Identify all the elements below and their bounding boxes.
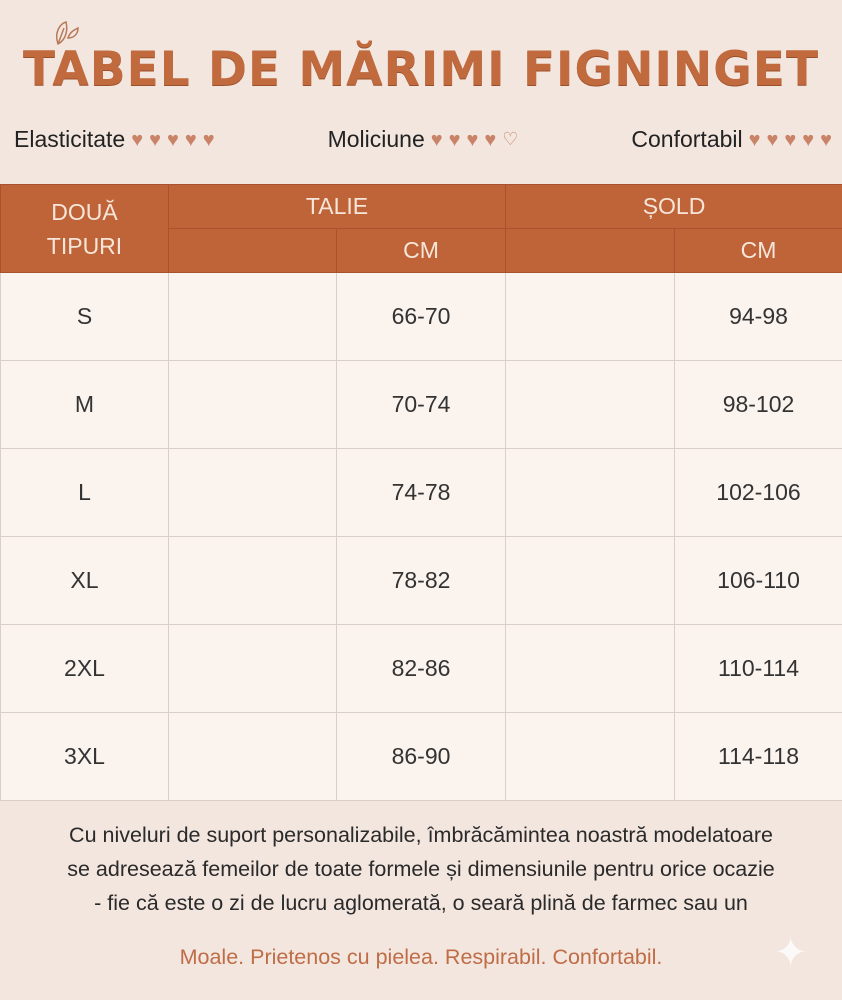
cell-empty: [506, 713, 675, 801]
cell-talie: 82-86: [337, 625, 506, 713]
cell-size: L: [1, 449, 169, 537]
cell-sold: 106-110: [675, 537, 842, 625]
rating-label: Elasticitate: [14, 126, 126, 152]
heart-filled-icon: ♥: [202, 128, 215, 151]
description-line: Cu niveluri de suport personalizabile, îmbrăcămintea noastră modelatoare: [69, 823, 773, 847]
talie-unit: CM: [337, 229, 506, 273]
rating-label: Moliciune: [327, 126, 425, 152]
cell-talie: 78-82: [337, 537, 506, 625]
heart-filled-icon: ♥: [448, 128, 461, 151]
cell-talie: 70-74: [337, 361, 506, 449]
cell-empty: [506, 625, 675, 713]
heart-filled-icon: ♥: [430, 128, 443, 151]
cell-sold: 98-102: [675, 361, 842, 449]
heart-filled-icon: ♥: [184, 128, 197, 151]
cell-sold: 94-98: [675, 273, 842, 361]
heart-filled-icon: ♥: [802, 128, 815, 151]
cell-sold: 114-118: [675, 713, 842, 801]
sold-header: ȘOLD: [506, 185, 842, 229]
cell-size: 2XL: [1, 625, 169, 713]
cell-size: M: [1, 361, 169, 449]
cell-empty: [506, 273, 675, 361]
cell-empty: [169, 273, 337, 361]
empty-header: [169, 229, 337, 273]
cell-empty: [169, 537, 337, 625]
cell-talie: 66-70: [337, 273, 506, 361]
rating-label: Confortabil: [631, 126, 743, 152]
table-row: [1, 713, 842, 801]
heart-filled-icon: ♥: [466, 128, 479, 151]
tagline: Moale. Prietenos cu pielea. Respirabil. Confortabil.: [179, 945, 663, 969]
sold-unit: CM: [675, 229, 842, 273]
description: [0, 818, 842, 920]
empty-header: [506, 229, 675, 273]
size-table: [0, 184, 842, 801]
cell-talie: 74-78: [337, 449, 506, 537]
page-title: TABEL DE MĂRIMI FIGNINGET: [22, 42, 820, 97]
heart-filled-icon: ♥: [784, 128, 797, 151]
cell-empty: [169, 361, 337, 449]
ratings: [14, 126, 832, 153]
cell-empty: [506, 449, 675, 537]
heart-filled-icon: ♥: [131, 128, 144, 151]
rating-elasticitate: [14, 126, 215, 153]
table-row: [1, 625, 842, 713]
heart-empty-icon: ♡: [502, 128, 519, 149]
cell-talie: 86-90: [337, 713, 506, 801]
description-line: se adresează femeilor de toate formele și dimensiunile pentru orice ocazie: [67, 857, 775, 881]
heart-filled-icon: ♥: [748, 128, 761, 151]
cell-size: 3XL: [1, 713, 169, 801]
heart-filled-icon: ♥: [766, 128, 779, 151]
cell-empty: [169, 625, 337, 713]
size-header: DOUĂ TIPURI: [1, 185, 169, 273]
cell-empty: [506, 361, 675, 449]
table-row: [1, 449, 842, 537]
cell-size: XL: [1, 537, 169, 625]
cell-empty: [506, 537, 675, 625]
heart-filled-icon: ♥: [166, 128, 179, 151]
cell-sold: 102-106: [675, 449, 842, 537]
sparkle-icon: ✦: [774, 931, 808, 975]
rating-moliciune: [328, 126, 519, 153]
rating-confortabil: [631, 126, 832, 153]
table-row: [1, 273, 842, 361]
table-row: [1, 537, 842, 625]
cell-sold: 110-114: [675, 625, 842, 713]
talie-header: TALIE: [169, 185, 506, 229]
table-row: [1, 361, 842, 449]
heart-filled-icon: ♥: [820, 128, 832, 151]
cell-empty: [169, 449, 337, 537]
cell-size: S: [1, 273, 169, 361]
heart-filled-icon: ♥: [149, 128, 161, 151]
cell-empty: [169, 713, 337, 801]
heart-filled-icon: ♥: [484, 128, 497, 151]
description-line: - fie că este o zi de lucru aglomerată, o seară plină de farmec sau un: [94, 891, 748, 915]
